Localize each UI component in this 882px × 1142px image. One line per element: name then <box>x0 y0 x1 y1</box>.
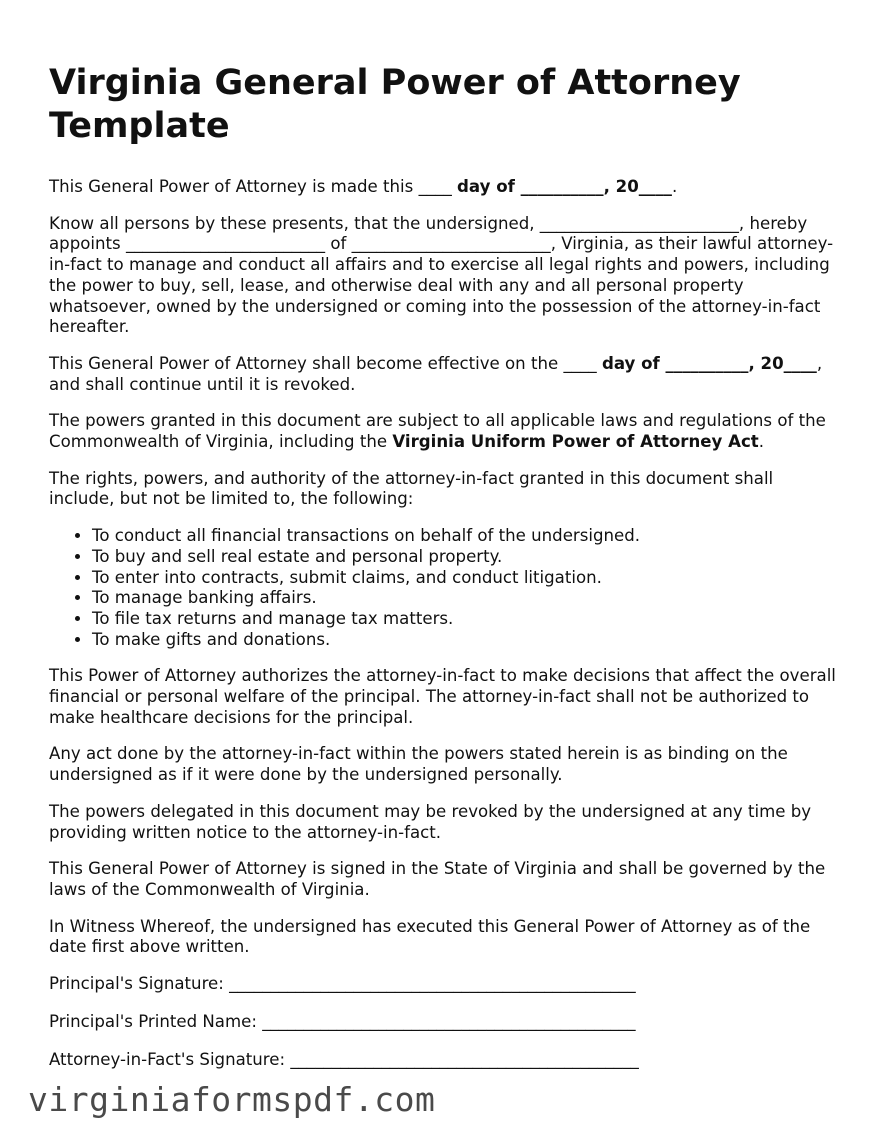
intro-date-blank: day of __________, 20____ <box>457 177 672 196</box>
list-item: • To buy and sell real estate and personal property. <box>92 547 839 568</box>
list-item: • To file tax returns and manage tax matters. <box>92 609 839 630</box>
list-item: • To make gifts and donations. <box>92 630 839 651</box>
list-item: • To manage banking affairs. <box>92 588 839 609</box>
attorney-signature-line[interactable]: Attorney-in-Fact's Signature: __________________________________________ <box>49 1049 639 1069</box>
governing-law-paragraph <box>49 411 839 452</box>
act-name: Virginia Uniform Power of Attorney Act <box>392 432 759 452</box>
intro-suffix: . <box>671 177 678 196</box>
effective-prefix: This General Power of Attorney shall become effective on the ____ <box>49 353 602 373</box>
document-page <box>49 62 839 1087</box>
principal-signature-line[interactable]: Principal's Signature: _________________________________________________ <box>49 974 636 994</box>
principal-printed-name-line[interactable]: Principal's Printed Name: _____________________________________________ <box>49 1011 636 1031</box>
governing-paragraph: This General Power of Attorney is signed in the State of Virginia and shall be governed by the laws of the Commonwealth of Virginia. <box>49 859 826 899</box>
effective-date-blank: day of __________, 20____ <box>601 353 817 373</box>
laws-prefix: The powers granted in this document are subject to all applicable laws and regulations of the Commonwealth of Virginia, including the <box>49 411 826 452</box>
appointment-paragraph: Know all persons by these presents, that the undersigned, ________________________, hereby appoints ________________________ of ________________________, Virginia, as their lawful attorney-in-fact to manage and conduct all affairs and to exercise all legal rights and powers, including the power to buy, sell, lease, and otherwise deal with any and all personal property whatsoever, owned by the undersigned or coming into the possession of the attorney-in-fact hereafter. <box>49 213 834 337</box>
laws-suffix: . <box>758 432 764 452</box>
revocation-paragraph: The powers delegated in this document may be revoked by the undersigned at any time by providing written notice to the attorney-in-fact. <box>49 801 812 842</box>
binding-paragraph: Any act done by the attorney-in-fact within the powers stated herein is as binding on the undersigned as if it were done by the undersigned personally. <box>49 744 788 785</box>
list-item: • To enter into contracts, submit claims, and conduct litigation. <box>92 568 839 589</box>
intro-prefix: This General Power of Attorney is made this ____ <box>49 177 458 196</box>
decisions-paragraph: This Power of Attorney authorizes the attorney-in-fact to make decisions that affect the overall financial or personal welfare of the principal. The attorney-in-fact shall not be authorized to make healthcare decisions for the principal. <box>49 666 836 727</box>
document-title: Virginia General Power of Attorney Template <box>49 63 741 146</box>
rights-intro-paragraph: The rights, powers, and authority of the attorney-in-fact granted in this document shall include, but not be limited to, the following: <box>49 468 774 509</box>
powers-list <box>49 526 839 650</box>
effective-date-paragraph <box>49 354 839 395</box>
witness-paragraph: In Witness Whereof, the undersigned has executed this General Power of Attorney as of the date first above written. <box>49 916 811 957</box>
list-item: • To conduct all financial transactions on behalf of the undersigned. <box>92 526 839 547</box>
effective-suffix: , and shall continue until it is revoked. <box>49 353 823 394</box>
site-watermark: virginiaformspdf.com <box>28 1080 436 1119</box>
intro-paragraph <box>49 177 839 198</box>
